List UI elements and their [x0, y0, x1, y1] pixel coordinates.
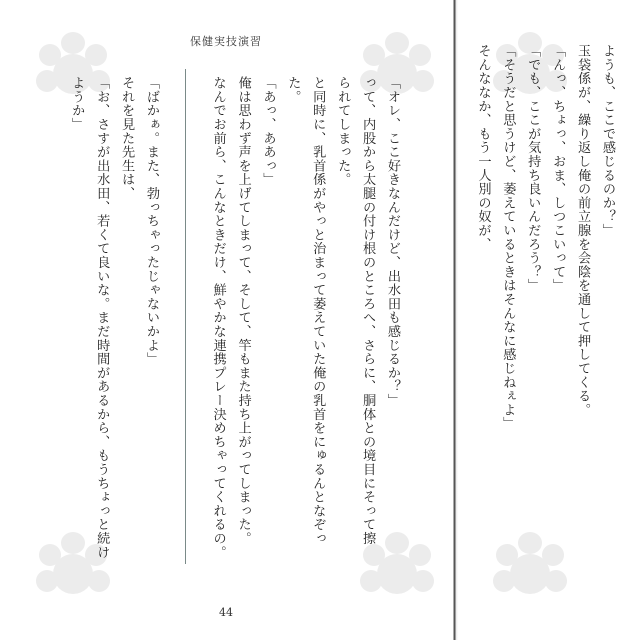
text-line: 「ばかぁ。また、勃っちゃったじゃないかよ」	[144, 76, 159, 366]
text-line: って、内股から太腿の付け根のところへ、さらに、胴体との境目にそって擦	[360, 76, 376, 546]
text-line: それを見た先生は、	[119, 76, 135, 201]
text-line: られてしまった。	[335, 76, 351, 187]
right-page-body-text	[475, 44, 619, 564]
body-text-block-right	[210, 76, 404, 596]
text-line: ようも、ここで感じるのか？」	[600, 44, 615, 238]
text-line: 俺は思わず声を上げてしまって、そして、竿もまた持ち上がってしまった。	[235, 76, 251, 546]
text-line: と同時に、乳首係がやっと治まって萎えていた俺の乳首をにゅるんとなぞっ	[310, 76, 326, 546]
page-number: 44	[219, 606, 233, 619]
text-line: 「でも、ここが気持ち良いんだろう？」	[525, 44, 541, 293]
text-line: た。	[285, 76, 301, 104]
text-line: 「あっ、ああっ」	[260, 76, 276, 187]
text-line: なんでお前ら、こんなときだけ、鮮やかな連携プレー決めちゃってくれるの。	[210, 76, 226, 559]
body-text-block-left	[57, 76, 163, 596]
text-line: そんななか、もう一人別の奴が、	[475, 44, 491, 251]
text-line: 「オレ、ここ好きなんだけど、出水田も感じるか？」	[385, 76, 400, 408]
text-line: 玉袋係が、繰り返し俺の前立腺を会陰を通して押してくる。	[575, 44, 591, 417]
text-line: 「んっ、ちょっ、おま、しつこいって」	[550, 44, 566, 293]
text-line: 「お、さすが出水田、若くて良いな。まだ時間があるから、もうちょっと続け	[94, 76, 110, 559]
running-head: 保健実技演習	[190, 35, 262, 48]
text-line: ようか」	[69, 76, 85, 132]
column-divider	[185, 69, 186, 564]
text-line: 「そうだと思うけど、萎えているときはそんなに感じねぇよ」	[500, 44, 516, 431]
